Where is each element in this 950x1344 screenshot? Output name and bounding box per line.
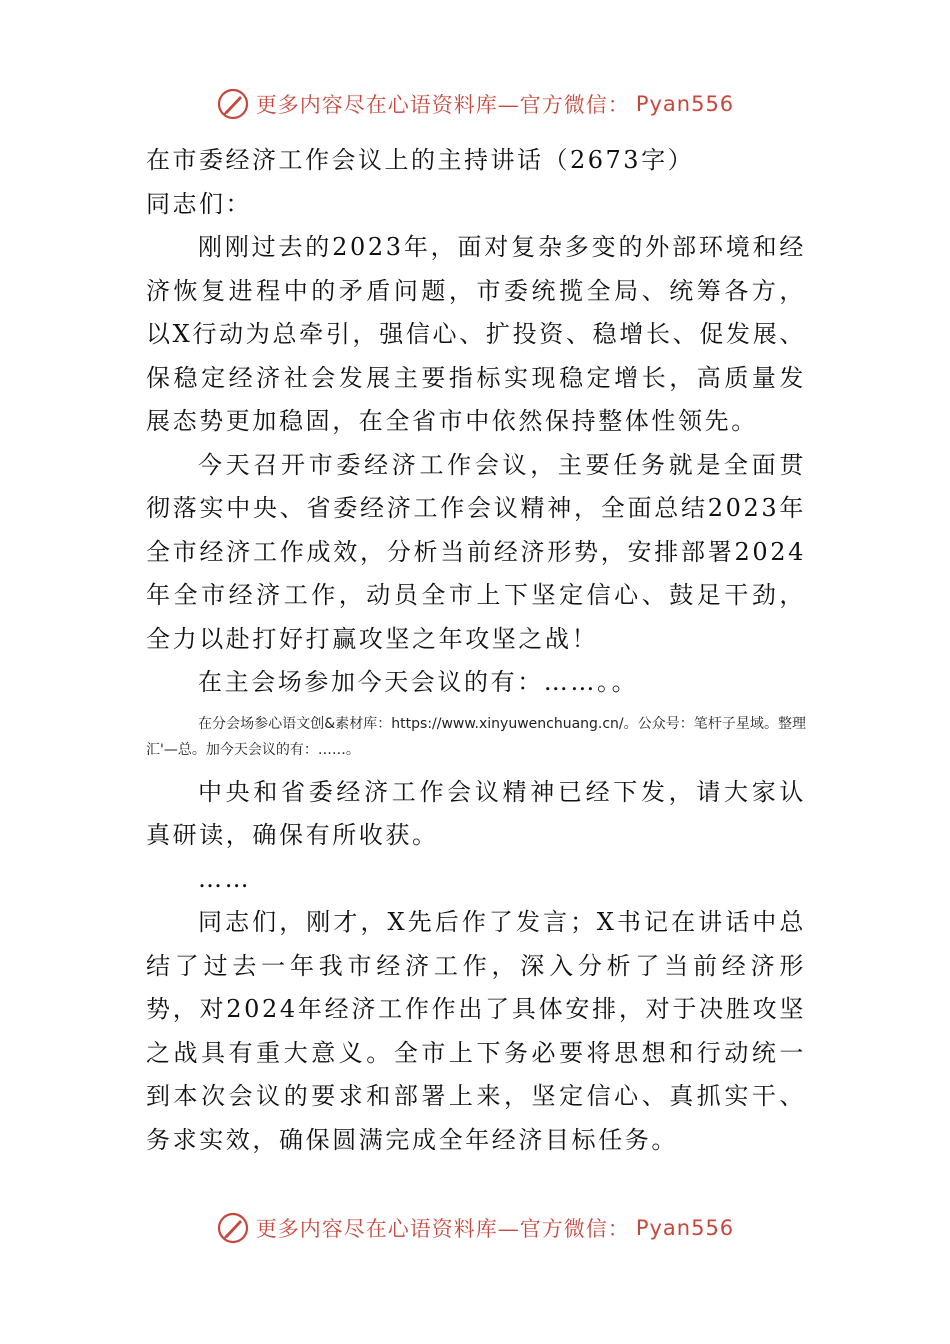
- document-body: [146, 138, 806, 1162]
- banner-text: 更多内容尽在心语资料库—官方微信：: [255, 1217, 630, 1241]
- banner-text: 更多内容尽在心语资料库—官方微信：: [255, 93, 630, 117]
- paragraph-6: 同志们，刚才，X先后作了发言；X书记在讲话中总结了过去一年我市经济工作，深入分析了当前经济形势，对2024年经济工作作出了具体安排，对于决胜攻坚之战具有重大意义。全市上下务必要将思想和行动统一到本次会议的要求和部署上来，坚定信心、真抓实干、务求实效，确保圆满完成全年经济目标任务。: [146, 908, 806, 1154]
- greeting: 同志们：: [146, 190, 252, 218]
- quill-logo-icon: [216, 1211, 250, 1245]
- paragraph-2: 今天召开市委经济工作会议，主要任务就是全面贯彻落实中央、省委经济工作会议精神，全面总结2023年全市经济工作成效，分析当前经济形势，安排部署2024年全市经济工作，动员全市上下坚定信心、鼓足干劲，全力以赴打好打赢攻坚之年攻坚之战！: [146, 450, 806, 653]
- document-title: 在市委经济工作会议上的主持讲话（2673字）: [146, 146, 695, 174]
- footer-banner: [0, 1208, 950, 1248]
- banner-wechat-id: Pyan556: [635, 1216, 735, 1240]
- banner-wechat-id: Pyan556: [635, 92, 735, 116]
- header-banner: [0, 84, 950, 124]
- paragraph-1: 刚刚过去的2023年，面对复杂多变的外部环境和经济恢复进程中的矛盾问题，市委统揽全局、统筹各方，以X行动为总牵引，强信心、扩投资、稳增长、促发展、保稳定经济社会发展主要指标实现稳定增长，高质量发展态势更加稳固，在全省市中依然保持整体性领先。: [146, 233, 806, 435]
- paragraph-4: 中央和省委经济工作会议精神已经下发，请大家认真研读，确保有所收获。: [146, 777, 806, 849]
- ellipsis-line: ……: [198, 864, 252, 893]
- quill-logo-icon: [216, 87, 250, 121]
- paragraph-3: 在主会场参加今天会议的有：……。。: [198, 668, 639, 696]
- watermark-note: 在分会场参心语文创&素材库：https://www.xinyuwenchuang.cn/。公众号：笔杆子星域。整理汇'—总。加今天会议的有：……。: [146, 715, 806, 758]
